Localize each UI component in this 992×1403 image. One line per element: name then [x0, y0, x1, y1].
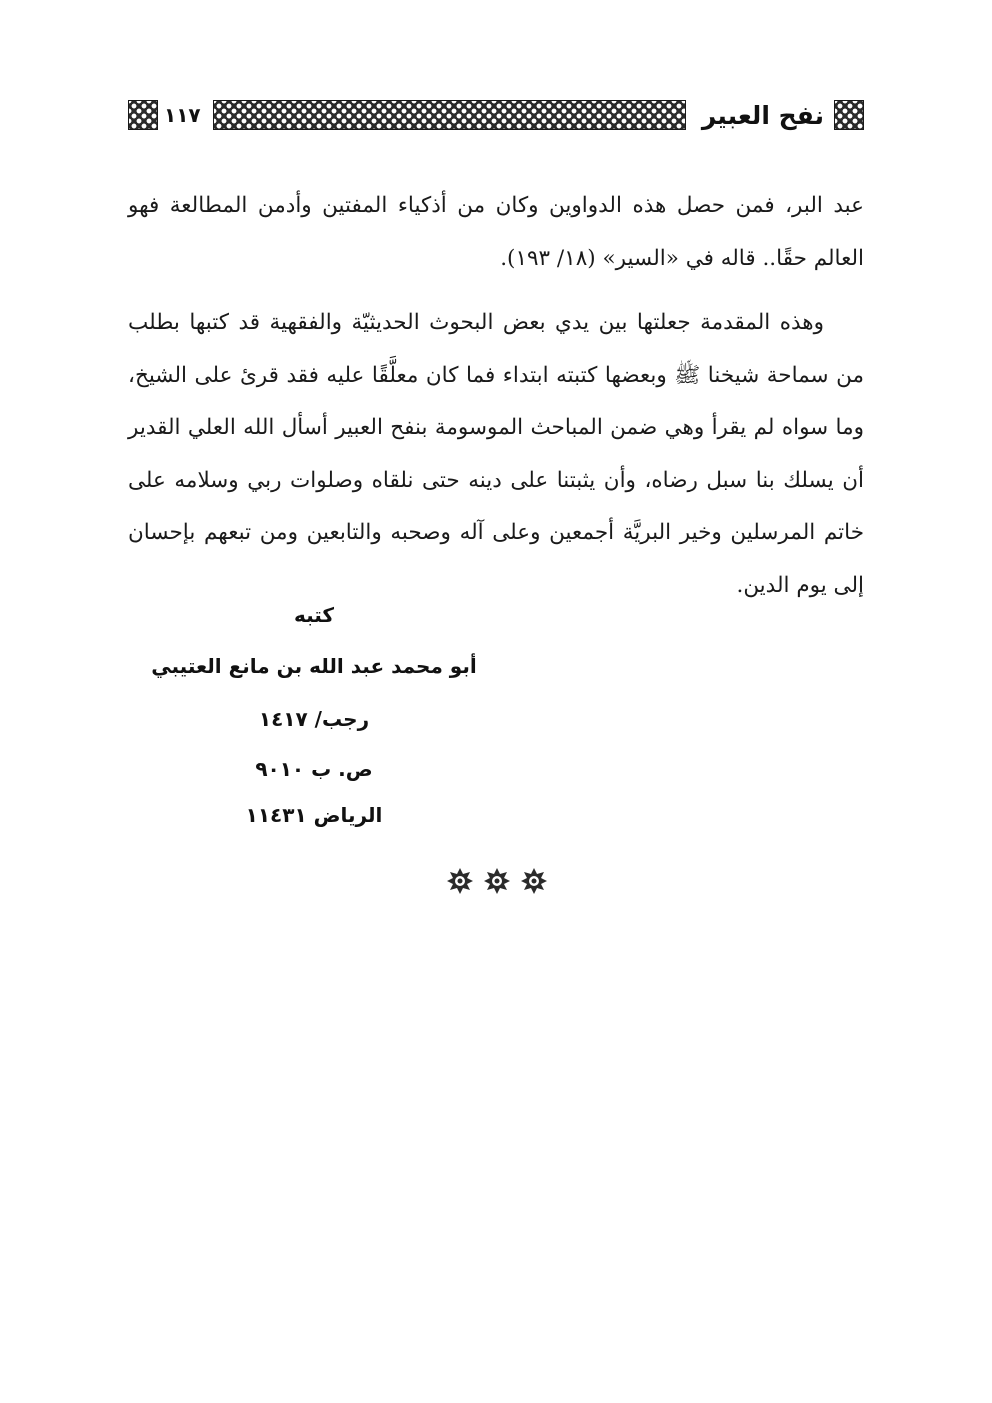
signature-po-box: ص. ب ٩٠١٠ [255, 757, 373, 781]
geometric-ornament-icon [213, 100, 686, 130]
closing-ornaments [446, 866, 548, 896]
paragraph: وهذه المقدمة جعلتها بين يدي بعض البحوث الحديثيّة والفقهية قد كتبها بطلب من سماحة شيخنا ﷺ وبعضها كتبته ابتداء فما كان معلَّقًا عليه فقد قرئ على الشيخ، وما سواه لم يقرأ وهي ضمن المباحث الموسومة بنفح العبير أسأل الله العلي القدير أن يسلك بنا سبل رضاه، وأن يثبتنا على دينه حتى نلقاه وصلوات ربي وسلامه على خاتم المرسلين وخير البريَّة أجمعين وعلى آله وصحبه والتابعين ومن تبعهم بإحسان إلى يوم الدين. [128, 310, 864, 598]
geometric-ornament-icon [834, 100, 864, 130]
signature-date: رجب/ ١٤١٧ [258, 707, 370, 731]
page-header [128, 97, 864, 133]
geometric-ornament-icon [128, 100, 158, 130]
header-title: نفح العبير [701, 100, 824, 130]
signature-city: الرياض ١١٤٣١ [245, 803, 383, 827]
signature-author: أبو محمد عبد الله بن مانع العتيبي [151, 654, 477, 678]
signature-written-by: كتبه [293, 603, 335, 627]
flower-ornament-icon [520, 867, 548, 895]
flower-ornament-icon [446, 867, 474, 895]
paragraph: عبد البر، فمن حصل هذه الدواوين وكان من أذكياء المفتين وأدمن المطالعة فهو العالم حقًا.. قاله في «السير» (١٨/ ١٩٣). [128, 193, 864, 271]
flower-ornament-icon [483, 867, 511, 895]
page-body [128, 180, 864, 612]
page-number: ١١٧ [164, 103, 201, 127]
